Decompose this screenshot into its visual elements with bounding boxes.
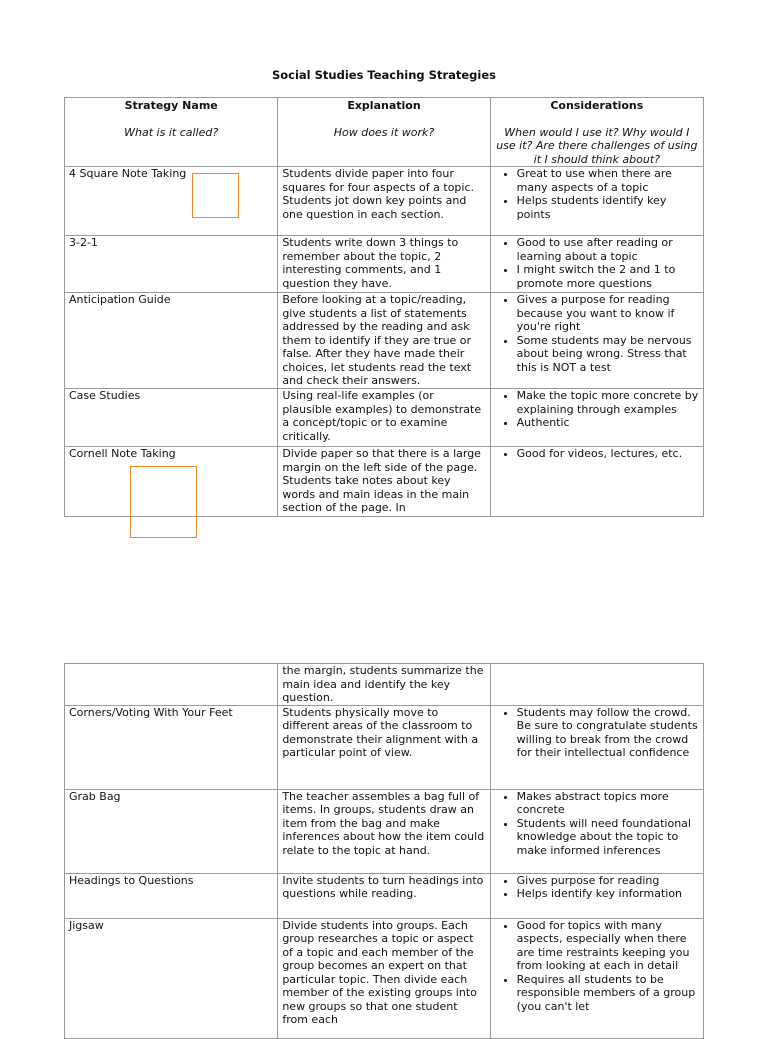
consideration-item: • Students will need foundational knowledge about the topic to make informed inferences: [517, 817, 699, 858]
explanation-text: Divide paper so that there is a large margin on the left side of the page. Students take notes about key words and main ideas in the main section of the page. In: [282, 447, 481, 514]
consideration-item: • Gives purpose for reading: [517, 874, 699, 888]
strategy-considerations: [490, 918, 703, 1038]
consideration-item: • Helps students identify key points: [517, 194, 699, 221]
strategies-table-page-1: [64, 97, 704, 517]
header-explanation: [278, 98, 490, 167]
consideration-item: • Authentic: [517, 416, 699, 430]
consideration-item: • Gives a purpose for reading because you want to know if you're right: [517, 293, 699, 334]
table-row: [65, 918, 704, 1038]
consideration-item: • Good for topics with many aspects, especially when there are time restraints keeping you from looking at each in detail: [517, 919, 699, 973]
header-label: Considerations: [550, 99, 644, 112]
consideration-item: • Make the topic more concrete by explaining through examples: [517, 389, 699, 416]
cornell-notes-diagram-box: [130, 466, 197, 538]
strategy-explanation: Before looking at a topic/reading, give students a list of statements addressed by the reading and ask them to identify if they are true or false. After they have made their choices, let students read the text and check their answers.: [278, 293, 490, 389]
consideration-item: • Requires all students to be responsible members of a group (you can't let: [517, 973, 699, 1014]
header-considerations: [490, 98, 703, 167]
header-subtitle: What is it called?: [124, 125, 219, 139]
document-title: Social Studies Teaching Strategies: [271, 68, 496, 82]
strategy-name: Case Studies: [65, 389, 278, 447]
header-subtitle: When would I use it? Why would I use it? Are there challenges of using it I should think about?: [496, 125, 698, 166]
strategy-name: Corners/Voting With Your Feet: [65, 705, 278, 789]
consideration-item: • Helps identify key information: [517, 887, 699, 901]
strategy-considerations: [490, 447, 703, 517]
table-row: [65, 664, 704, 706]
table-row: [65, 873, 704, 918]
strategy-explanation: Using real-life examples (or plausible examples) to demonstrate a concept/topic or to examine critically.: [278, 389, 490, 447]
consideration-item: • Great to use when there are many aspects of a topic: [517, 167, 699, 194]
strategy-name: Cornell Note Taking: [65, 447, 278, 517]
consideration-item: • Good for videos, lectures, etc.: [517, 447, 699, 461]
header-label: Explanation: [347, 99, 421, 112]
strategy-considerations: [490, 873, 703, 918]
header-strategy-name: [65, 98, 278, 167]
strategy-name: 3-2-1: [65, 236, 278, 293]
consideration-item: • I might switch the 2 and 1 to promote more questions: [517, 263, 699, 290]
strategy-considerations: [490, 789, 703, 873]
consideration-item: • Good to use after reading or learning about a topic: [517, 236, 699, 263]
table-row: [65, 167, 704, 236]
strategy-considerations: [490, 293, 703, 389]
strategy-explanation: Invite students to turn headings into questions while reading.: [278, 873, 490, 918]
strategy-considerations: [490, 664, 703, 706]
strategy-explanation: the margin, students summarize the main idea and identify the key question.: [278, 664, 490, 706]
strategy-considerations: [490, 705, 703, 789]
strategy-name: [65, 664, 278, 706]
strategy-considerations: [490, 389, 703, 447]
strategy-name: 4 Square Note Taking: [65, 167, 278, 236]
header-row: [65, 98, 704, 167]
table-row: [65, 236, 704, 293]
strategy-name: Headings to Questions: [65, 873, 278, 918]
consideration-item: • Makes abstract topics more concrete: [517, 790, 699, 817]
table-row: [65, 705, 704, 789]
strategy-explanation: [278, 447, 490, 517]
explanation-text: Divide students into groups. Each group researches a topic or aspect of a topic and each member of the group becomes an expert on that particular topic. Then divide each member of the existing groups into new groups so that one student from each: [282, 918, 477, 1025]
strategy-considerations: [490, 236, 703, 293]
strategy-explanation: Students write down 3 things to remember about the topic, 2 interesting comments, and 1 question they have.: [278, 236, 490, 293]
strategy-explanation: Students physically move to different areas of the classroom to demonstrate their alignment with a particular point of view.: [278, 705, 490, 789]
consideration-item: • Some students may be nervous about being wrong. Stress that this is NOT a test: [517, 334, 699, 375]
strategy-considerations: [490, 167, 703, 236]
consideration-item: • Students may follow the crowd. Be sure to congratulate students willing to break from the crowd for their intellectual confidence: [517, 706, 699, 760]
strategies-table-page-2: [64, 663, 704, 1039]
strategy-name: Grab Bag: [65, 789, 278, 873]
strategy-name: Anticipation Guide: [65, 293, 278, 389]
strategy-explanation: [278, 918, 490, 1038]
four-square-diagram-box: [192, 173, 239, 218]
table-row: [65, 789, 704, 873]
header-subtitle: How does it work?: [333, 125, 435, 139]
table-row: [65, 293, 704, 389]
header-label: Strategy Name: [124, 99, 218, 112]
strategy-name: Jigsaw: [65, 918, 278, 1038]
strategy-explanation: Students divide paper into four squares for four aspects of a topic. Students jot down key points and one question in each section.: [278, 167, 490, 236]
table-row: [65, 389, 704, 447]
strategy-explanation: The teacher assembles a bag full of items. In groups, students draw an item from the bag and make inferences about how the item could relate to the topic at hand.: [278, 789, 490, 873]
